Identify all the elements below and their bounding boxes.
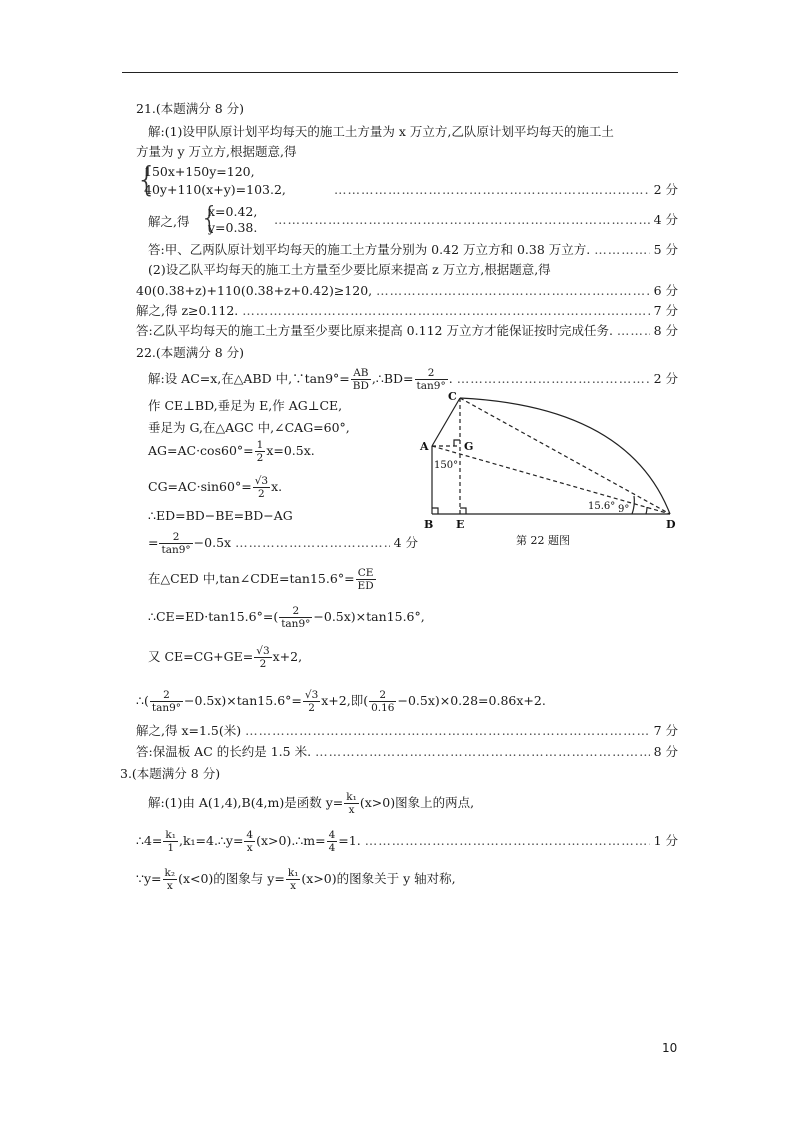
q21-answer-1: 答:甲、乙两队原计划平均每天的施工土方量分别为 0.42 万立方和 0.38 万立方. [148, 242, 591, 257]
q21-solution-z: 解之,得 z≥0.112. [136, 303, 239, 318]
q22-line-7 [148, 530, 418, 556]
leader-dots [245, 723, 649, 739]
text: −0.5x)×tan15.6°, [313, 609, 425, 624]
numerator: CE [356, 567, 376, 580]
denominator: tan9° [281, 617, 311, 630]
q21-answer-1-row [148, 242, 678, 258]
fraction-ab-bd [351, 367, 371, 392]
right-angle-e [460, 508, 466, 514]
q21-solution-prefix: 解之,得 [148, 214, 190, 229]
text: (x>0)图象上的两点, [359, 795, 475, 810]
right-angle-g [454, 440, 460, 446]
q21-solution-z-row [136, 303, 678, 319]
q21-inequality-row [136, 283, 678, 299]
page-number: 10 [662, 1041, 678, 1055]
text: ∴CE=ED·tan15.6°=( [148, 609, 279, 624]
text: x=0.5x. [266, 443, 315, 458]
q22-line-2: 作 CE⊥BD,垂足为 E,作 AG⊥CE, [148, 398, 343, 413]
text: 解:(1)由 A(1,4),B(4,m)是函数 y= [148, 795, 344, 810]
figure-22 [418, 388, 680, 550]
text: 解:设 AC=x,在△ABD 中,∵tan9°= [148, 371, 350, 386]
q22-line-13 [136, 744, 678, 760]
score: 4 分 [393, 535, 418, 550]
text: 解之,得 x=1.5(米) [136, 723, 242, 738]
fraction-4-4 [327, 829, 338, 854]
q22-line-5 [148, 474, 408, 500]
denominator: x [246, 841, 253, 854]
denominator: 2 [259, 657, 267, 670]
fraction-sqrt3-2 [253, 475, 270, 500]
angle-arc-156 [632, 496, 634, 514]
fraction-k1-x [286, 867, 301, 892]
text: x+2,即( [321, 693, 369, 708]
score: 2 分 [653, 182, 678, 197]
text: (x<0)的图象与 y= [178, 871, 285, 886]
text: ∵y= [136, 871, 162, 886]
q21-part-2: (2)设乙队平均每天的施工土方量至少要比原来提高 z 万立方,根据题意,得 [148, 262, 551, 277]
q22-header: 22.(本题满分 8 分) [136, 345, 245, 360]
q21-line-1: 解:(1)设甲队原计划平均每天的施工土方量为 x 万立方,乙队原计划平均每天的施工土 [148, 124, 614, 139]
q21-solution-x: x=0.42, [208, 204, 258, 219]
angle-label-150: 150° [434, 460, 459, 471]
left-brace: { [136, 160, 158, 200]
text: AG=AC·cos60°= [148, 443, 254, 458]
text: 又 CE=CG+GE= [148, 649, 254, 664]
q22-line-12 [136, 723, 678, 739]
label-c: C [448, 390, 457, 403]
text: (x>0).∴m= [256, 833, 326, 848]
q22-line-8 [148, 566, 478, 592]
score: 4 分 [653, 212, 678, 227]
segment-ac [432, 398, 460, 446]
q22-line-3: 垂足为 G,在△AGC 中,∠CAG=60°, [148, 420, 350, 435]
label-a: A [420, 440, 429, 453]
fraction-k1-x [344, 791, 359, 816]
leader-dots [334, 182, 650, 198]
numerator: AB [351, 367, 371, 380]
text: x+2, [272, 649, 303, 664]
denominator: x [166, 879, 173, 892]
label-b: B [424, 518, 434, 531]
numerator: 2 [159, 531, 192, 544]
fraction-one-half [255, 439, 266, 464]
fraction-ce-ed [356, 567, 376, 592]
text: x. [271, 479, 283, 494]
text: ∴4= [136, 833, 163, 848]
figure-caption: 第 22 题图 [516, 534, 570, 547]
fraction-k2-x [163, 867, 178, 892]
q21-equation-2: 40y+110(x+y)=103.2, [144, 182, 286, 197]
leader-dots [365, 833, 650, 849]
denominator: 4 [328, 841, 336, 854]
left-brace: { [200, 201, 220, 236]
denominator: ED [357, 579, 374, 592]
q22-line-4 [148, 438, 408, 464]
fraction-2-016 [369, 689, 396, 714]
q22-line-10 [148, 644, 448, 670]
q22-line-6: ∴ED=BD−BE=BD−AG [148, 508, 293, 523]
leader-dots [376, 283, 649, 299]
score: 7 分 [653, 303, 678, 318]
fraction-2-tan9 [279, 605, 312, 630]
leader-dots [315, 744, 650, 760]
numerator: 4 [246, 828, 254, 841]
denominator: BD [352, 379, 369, 392]
denominator: 2 [308, 701, 315, 714]
text: ,∴BD= [371, 371, 414, 386]
q21-score-row-a [330, 182, 678, 198]
right-angle-b [432, 508, 438, 514]
numerator: 4 [328, 828, 336, 841]
numerator: 2 [369, 689, 396, 702]
numerator: k₁ [165, 828, 176, 841]
numerator: √3 [256, 644, 270, 657]
denominator: tan9° [416, 379, 446, 392]
denominator: tan9° [151, 701, 182, 714]
numerator: k₁ [287, 866, 299, 879]
q22-line-11 [136, 688, 678, 714]
q23-header: 3.(本题满分 8 分) [120, 766, 221, 781]
score: 5 分 [653, 242, 678, 257]
text: 在△CED 中,tan∠CDE=tan15.6°= [148, 571, 355, 586]
q21-answer-2-row [136, 323, 678, 339]
label-d: D [666, 518, 676, 531]
q21-line-2: 方量为 y 万立方,根据题意,得 [136, 144, 297, 159]
numerator: √3 [304, 688, 319, 701]
denominator: 1 [167, 841, 175, 854]
text: =1. [338, 833, 361, 848]
angle-label-9: 9° [618, 504, 630, 515]
angle-label-156: 15.6° [588, 501, 616, 512]
score: 2 分 [653, 371, 678, 386]
text: 答:保温板 AC 的长约是 1.5 米. [136, 744, 312, 759]
q22-line-9 [148, 604, 528, 630]
text: −0.5x)×0.28=0.86x+2. [397, 693, 546, 708]
label-e: E [456, 518, 465, 531]
angle-arc-9 [646, 507, 647, 514]
text: CG=AC·sin60°= [148, 479, 252, 494]
label-g: G [464, 440, 474, 453]
q23-line-3 [136, 866, 678, 892]
text: . [448, 371, 453, 386]
text: = [148, 535, 159, 550]
score: 1 分 [653, 833, 678, 848]
leader-dots [617, 323, 650, 339]
leader-dots [242, 303, 649, 319]
q21-answer-2: 答:乙队平均每天的施工土方量至少要比原来提高 0.112 万立方才能保证按时完成任务. [136, 323, 613, 338]
fraction-2-tan9 [159, 531, 192, 556]
numerator: 2 [415, 367, 448, 380]
numerator: k₁ [346, 790, 357, 803]
fraction-4-x [244, 829, 255, 854]
numerator: 1 [256, 438, 264, 451]
numerator: √3 [254, 474, 269, 487]
q21-score-row-b [270, 212, 678, 228]
score: 8 分 [653, 323, 678, 338]
text: (x>0)的图象关于 y 轴对称, [301, 871, 456, 886]
q23-line-2 [136, 828, 678, 854]
q21-equation-system [136, 162, 336, 198]
fraction-k1-1 [163, 829, 178, 854]
score: 7 分 [653, 723, 678, 738]
numerator: k₂ [164, 866, 176, 879]
leader-dots [594, 242, 649, 258]
q21-inequality: 40(0.38+z)+110(0.38+z+0.42)≥120, [136, 283, 373, 298]
leader-dots [457, 371, 650, 387]
q21-solution-y: y=0.38. [208, 220, 258, 235]
score: 6 分 [653, 283, 678, 298]
numerator: 2 [279, 605, 312, 618]
text: ,k₁=4.∴y= [178, 833, 244, 848]
denominator: 0.16 [371, 701, 395, 714]
leader-dots [235, 535, 389, 551]
header-rule [122, 72, 678, 73]
fraction-2-tan9 [150, 689, 183, 714]
score: 8 分 [653, 744, 678, 759]
denominator: 2 [258, 487, 265, 500]
q23-line-1 [148, 790, 678, 816]
denominator: x [348, 803, 355, 816]
segment-cd [460, 398, 670, 514]
numerator: 2 [150, 689, 183, 702]
fraction-sqrt3-2 [254, 645, 271, 670]
denominator: 2 [256, 451, 264, 464]
text: −0.5x)×tan15.6°= [184, 693, 302, 708]
denominator: tan9° [161, 543, 191, 556]
q21-header: 21.(本题满分 8 分) [136, 101, 245, 116]
fraction-sqrt3-2 [303, 689, 320, 714]
q21-equation-1: 150x+150y=120, [144, 164, 255, 179]
text: ∴( [136, 693, 149, 708]
leader-dots [274, 212, 650, 228]
text: −0.5x [193, 535, 232, 550]
denominator: x [290, 879, 297, 892]
